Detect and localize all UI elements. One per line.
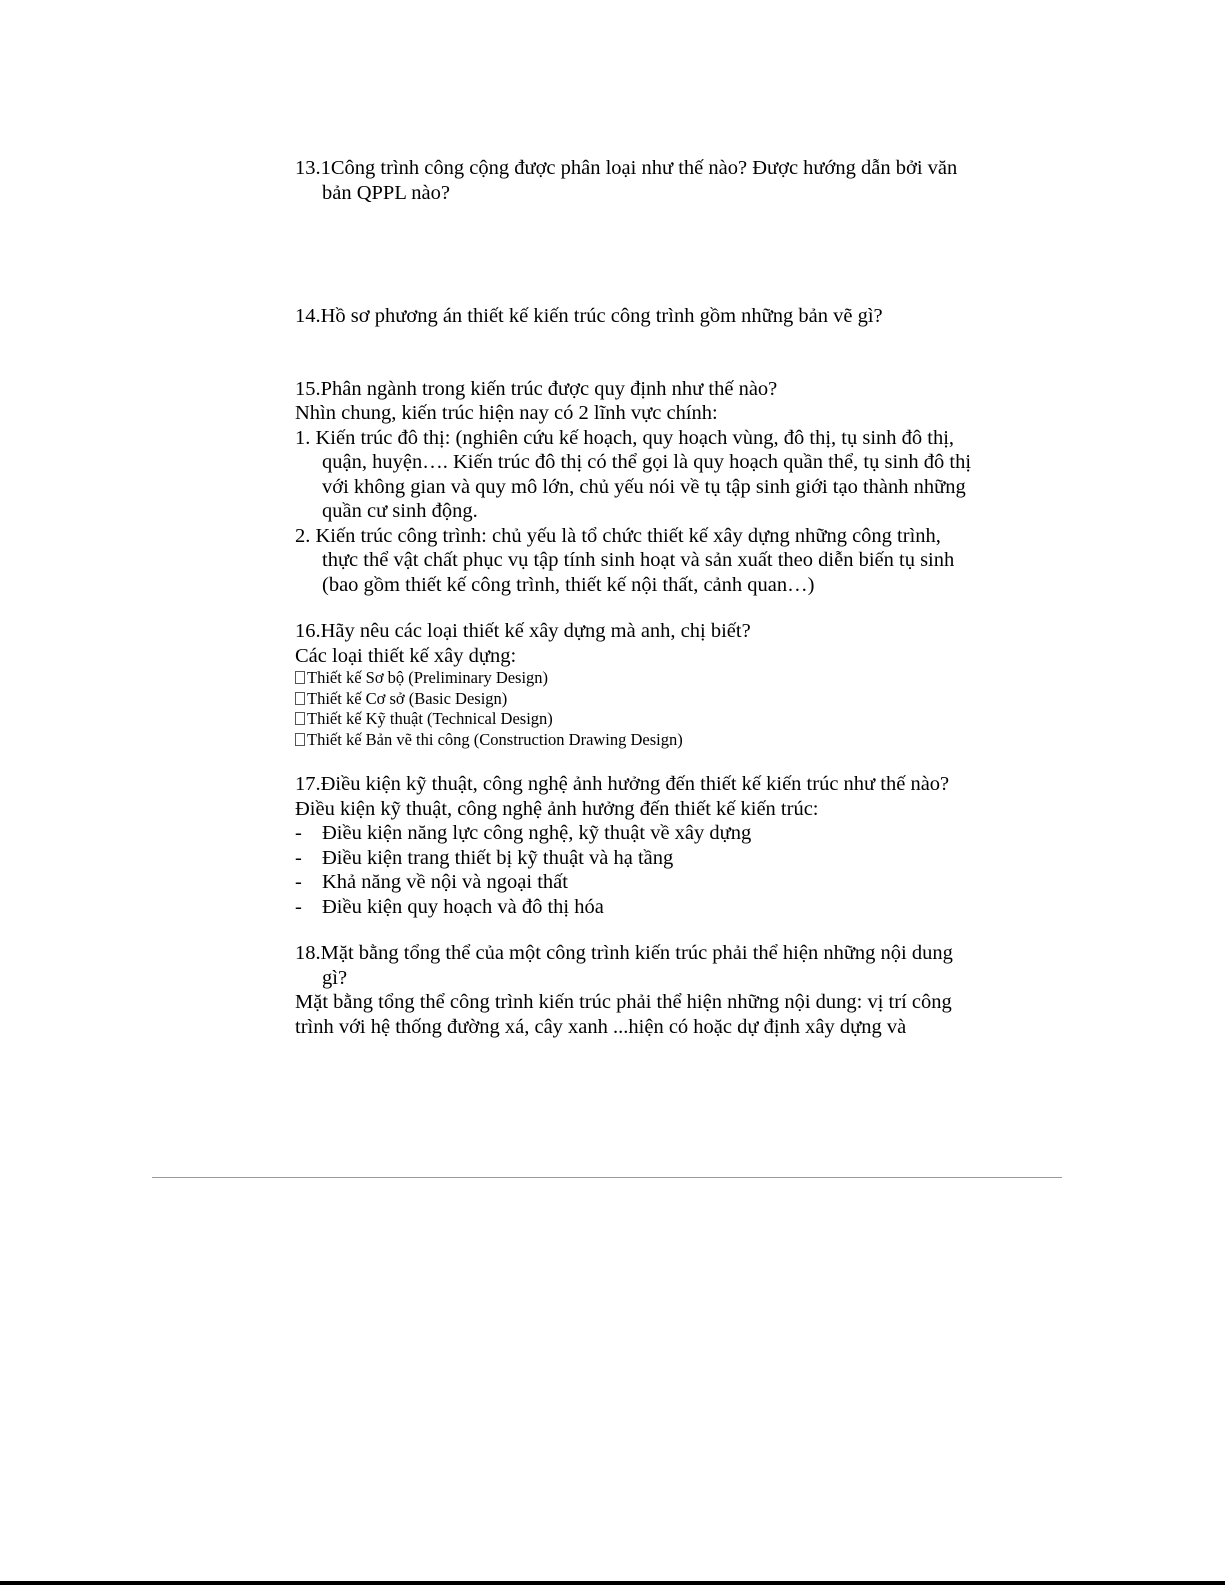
page-divider <box>152 1177 1062 1178</box>
design-type-item: Thiết kế Kỹ thuật (Technical Design) <box>295 709 975 730</box>
question-13-title: 13.1Công trình công cộng được phân loại như thế nào? Được hướng dẫn bởi văn bản QPPL nào? <box>295 157 958 204</box>
page-content <box>295 156 975 1039</box>
checkbox-glyph-icon <box>295 671 305 684</box>
design-type-item: Thiết kế Sơ bộ (Preliminary Design) <box>295 668 975 689</box>
condition-item: - Điều kiện năng lực công nghệ, kỹ thuật về xây dựng <box>295 822 752 844</box>
design-type-item: Thiết kế Cơ sở (Basic Design) <box>295 689 975 710</box>
question-15-item: 1. Kiến trúc đô thị: (nghiên cứu kế hoạch, quy hoạch vùng, đô thị, tụ sinh đô thị, quận, huyện…. Kiến trúc đô thị có thể gọi là quy hoạch quần thể, tụ sinh đô thị với không gian và quy mô lớn, chủ yếu nói về tụ tập sinh giới tạo thành những quần cư sinh động. <box>295 426 972 522</box>
dash-bullet: - <box>295 871 302 893</box>
bottom-edge-bar <box>0 1581 1225 1585</box>
question-15-title: 15.Phân ngành trong kiến trúc được quy định như thế nào? <box>295 377 778 400</box>
question-15-intro: Nhìn chung, kiến trúc hiện nay có 2 lĩnh vực chính: <box>295 402 718 424</box>
question-16-intro: Các loại thiết kế xây dựng: <box>295 644 517 667</box>
checkbox-glyph-icon <box>295 712 305 725</box>
question-14-title: 14.Hồ sơ phương án thiết kế kiến trúc công trình gồm những bản vẽ gì? <box>295 305 883 327</box>
question-18-answer: Mặt bằng tổng thể công trình kiến trúc phải thể hiện những nội dung: vị trí công trình với hệ thống đường xá, cây xanh ...hiện có hoặc dự định xây dựng và <box>295 991 952 1038</box>
condition-item: - Khả năng về nội và ngoại thất <box>295 871 568 893</box>
question-15-item: 2. Kiến trúc công trình: chủ yếu là tổ chức thiết kế xây dựng những công trình, thực thể vật chất phục vụ tập tính sinh hoạt và sản xuất theo diễn biến tụ sinh (bao gồm thiết kế công trình, thiết kế nội thất, cảnh quan…) <box>295 524 955 596</box>
checkbox-glyph-icon <box>295 733 305 746</box>
question-18-title: 18.Mặt bằng tổng thể của một công trình kiến trúc phải thể hiện những nội dung gì? <box>295 942 953 989</box>
design-type-item: Thiết kế Bản vẽ thi công (Construction Drawing Design) <box>295 730 975 751</box>
condition-item: - Điều kiện trang thiết bị kỹ thuật và hạ tầng <box>295 846 674 869</box>
dash-bullet: - <box>295 822 302 844</box>
condition-item: - Điều kiện quy hoạch và đô thị hóa <box>295 895 604 918</box>
question-16-title: 16.Hãy nêu các loại thiết kế xây dựng mà anh, chị biết? <box>295 620 751 642</box>
question-17-intro: Điều kiện kỹ thuật, công nghệ ảnh hưởng đến thiết kế kiến trúc: <box>295 797 819 820</box>
checkbox-glyph-icon <box>295 692 305 705</box>
question-17-title: 17.Điều kiện kỹ thuật, công nghệ ảnh hưởng đến thiết kế kiến trúc như thế nào? <box>295 773 950 795</box>
dash-bullet: - <box>295 846 302 869</box>
dash-bullet: - <box>295 895 302 918</box>
